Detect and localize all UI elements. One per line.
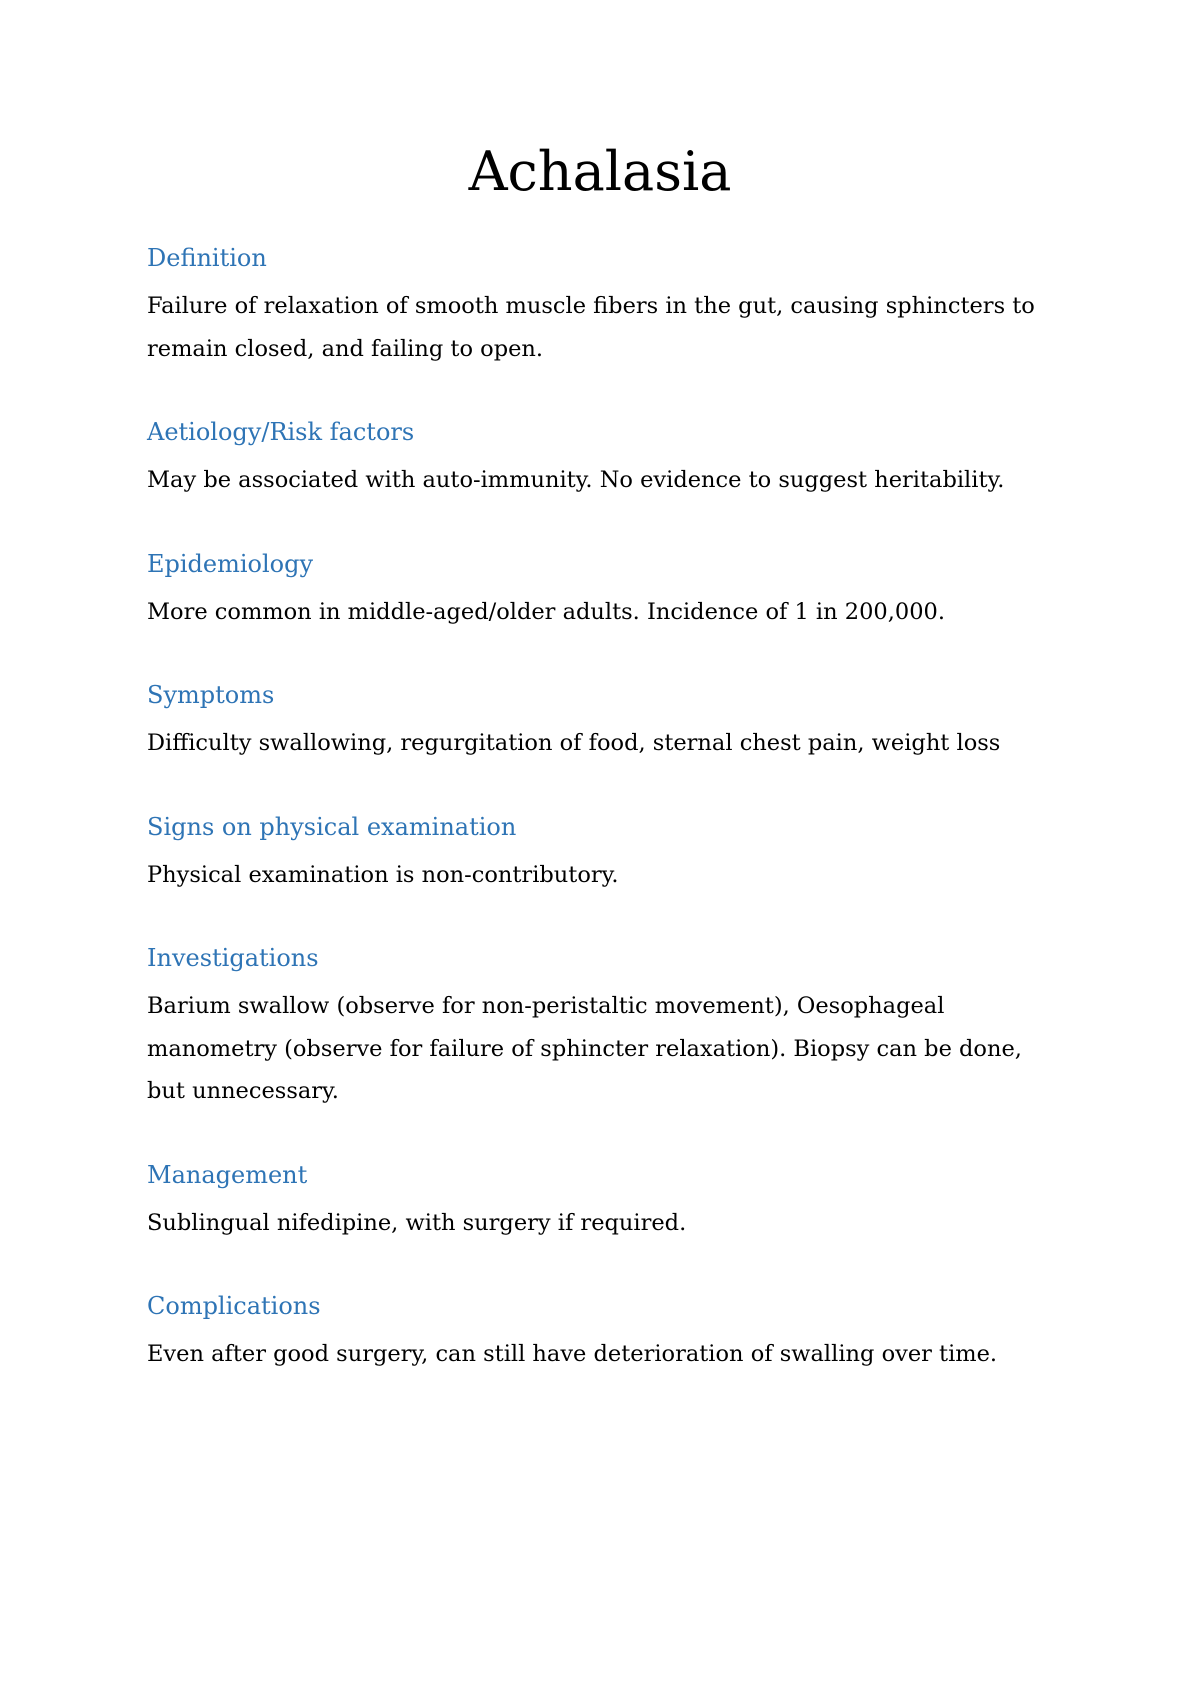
section-text: Barium swallow (observe for non-peristaltic movement), Oesophageal manometry (observe for failure of sphincter relaxation). Biopsy can be done, but unnecessary. xyxy=(147,993,1022,1104)
section-text: More common in middle-aged/older adults. Incidence of 1 in 200,000. xyxy=(147,598,945,625)
document-body xyxy=(147,241,1047,1421)
document-title: Achalasia xyxy=(468,140,732,203)
section-signs xyxy=(147,810,1047,897)
section-text: Failure of relaxation of smooth muscle fibers in the gut, causing sphincters to remain closed, and failing to open. xyxy=(147,293,1035,362)
section-heading: Epidemiology xyxy=(147,549,314,578)
section-text: Difficulty swallowing, regurgitation of food, sternal chest pain, weight loss xyxy=(147,730,1001,756)
section-heading: Investigations xyxy=(147,944,319,972)
section-heading: Aetiology/Risk factors xyxy=(147,418,415,446)
section-heading: Signs on physical examination xyxy=(147,812,517,841)
section-heading: Definition xyxy=(147,244,267,272)
section-heading: Management xyxy=(147,1160,308,1189)
section-definition xyxy=(147,241,1047,370)
section-text: Sublingual nifedipine, with surgery if required. xyxy=(147,1209,687,1236)
section-complications xyxy=(147,1289,1047,1376)
section-symptoms xyxy=(147,678,1047,765)
section-heading: Complications xyxy=(147,1292,321,1320)
section-text: Physical examination is non-contributory. xyxy=(147,861,619,888)
section-epidemiology xyxy=(147,547,1047,634)
section-text: May be associated with auto-immunity. No evidence to suggest heritability. xyxy=(147,467,1005,493)
section-text: Even after good surgery, can still have deterioration of swalling over time. xyxy=(147,1341,998,1367)
section-aetiology xyxy=(147,415,1047,502)
section-management xyxy=(147,1158,1047,1245)
section-investigations xyxy=(147,941,1047,1113)
section-heading: Symptoms xyxy=(147,681,275,709)
